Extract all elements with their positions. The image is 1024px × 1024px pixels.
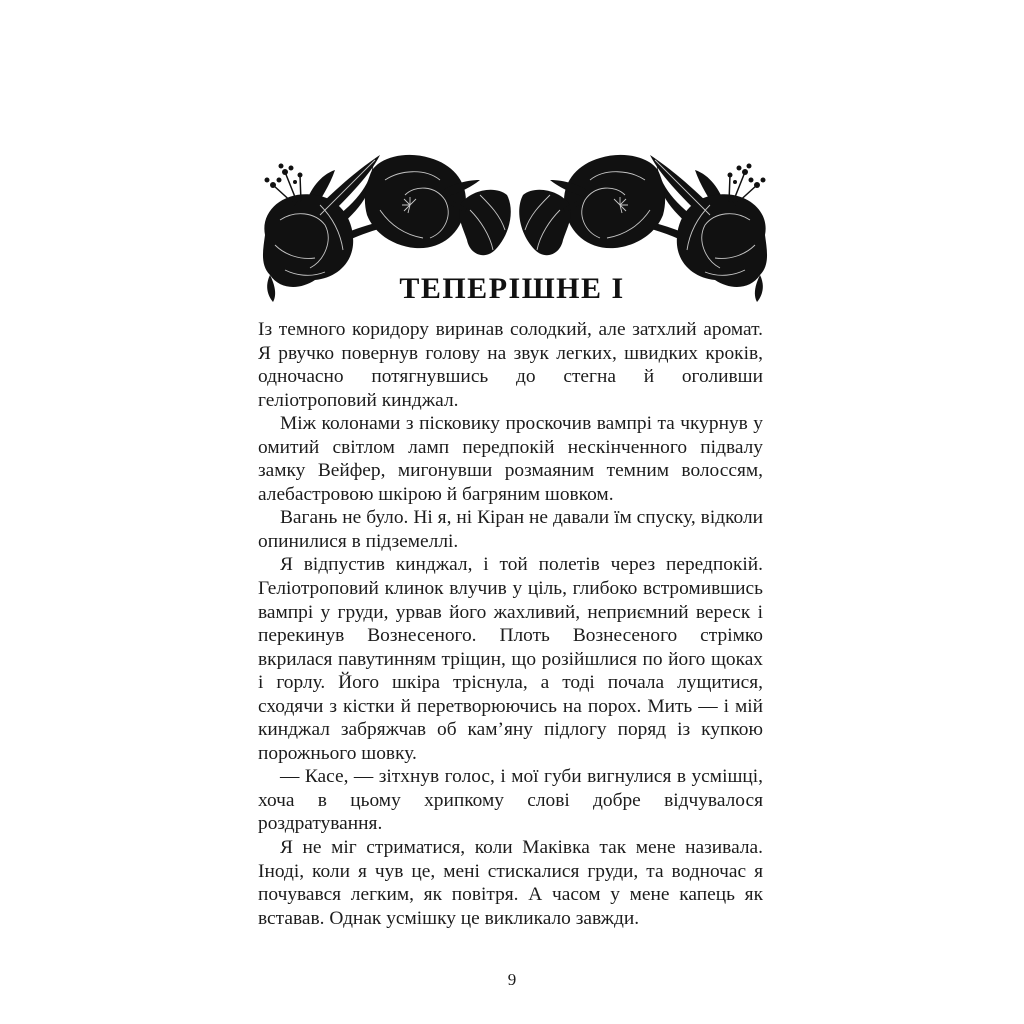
paragraph: Я не міг стриматися, коли Маківка так мене називала. Іноді, коли я чув це, мені стискалися груди, та водночас я почувався легким, як повітря. А часом у мене капець як вставав. Однак усмішку це викликало завжди. [258, 837, 763, 929]
page-number: 9 [507, 970, 517, 989]
paragraph: Між колонами з пісковику проскочив вампрі та чкурнув у омитий світлом ламп передпокій нескінченного підвалу замку Вейфер, мигонувши розмаяним темним волоссям, алебастровою шкірою й багряним шовком. [258, 413, 763, 505]
paragraph: — Касе, — зітхнув голос, і мої губи вигнулися в усмішці, хоча в цьому хрипкому слові добре відчувалося роздратування. [258, 766, 763, 835]
paragraph: Із темного коридору виринав солодкий, але затхлий аромат. Я рвучко повернув голову на звук легких, швидких кроків, одночасно потягнувшись до стегна й оголивши геліотроповий кинджал. [258, 319, 763, 411]
chapter-title: ТЕПЕРІШНЕ І [399, 272, 625, 305]
chapter-body [258, 318, 763, 930]
paragraph: Вагань не було. Ні я, ні Кіран не давали їм спуску, відколи опинилися в підземеллі. [258, 507, 763, 552]
paragraph: Я відпустив кинджал, і той полетів через передпокій. Геліотроповий клинок влучив у ціль, глибоко встромившись вампрі у груди, урвав його жахливий, неприємний вереск і перекинув Вознесеного. Плоть Вознесеного стрімко вкрилася павутинням тріщин, що розійшлися по його щоках і горлу. Його шкіра тріснула, а тоді почала лущитися, сходячи з кістки й перетворюючись на порох. Мить — і мій кинджал забряжчав об кам’яну підлогу поряд із купкою порожнього шовку. [258, 554, 763, 764]
